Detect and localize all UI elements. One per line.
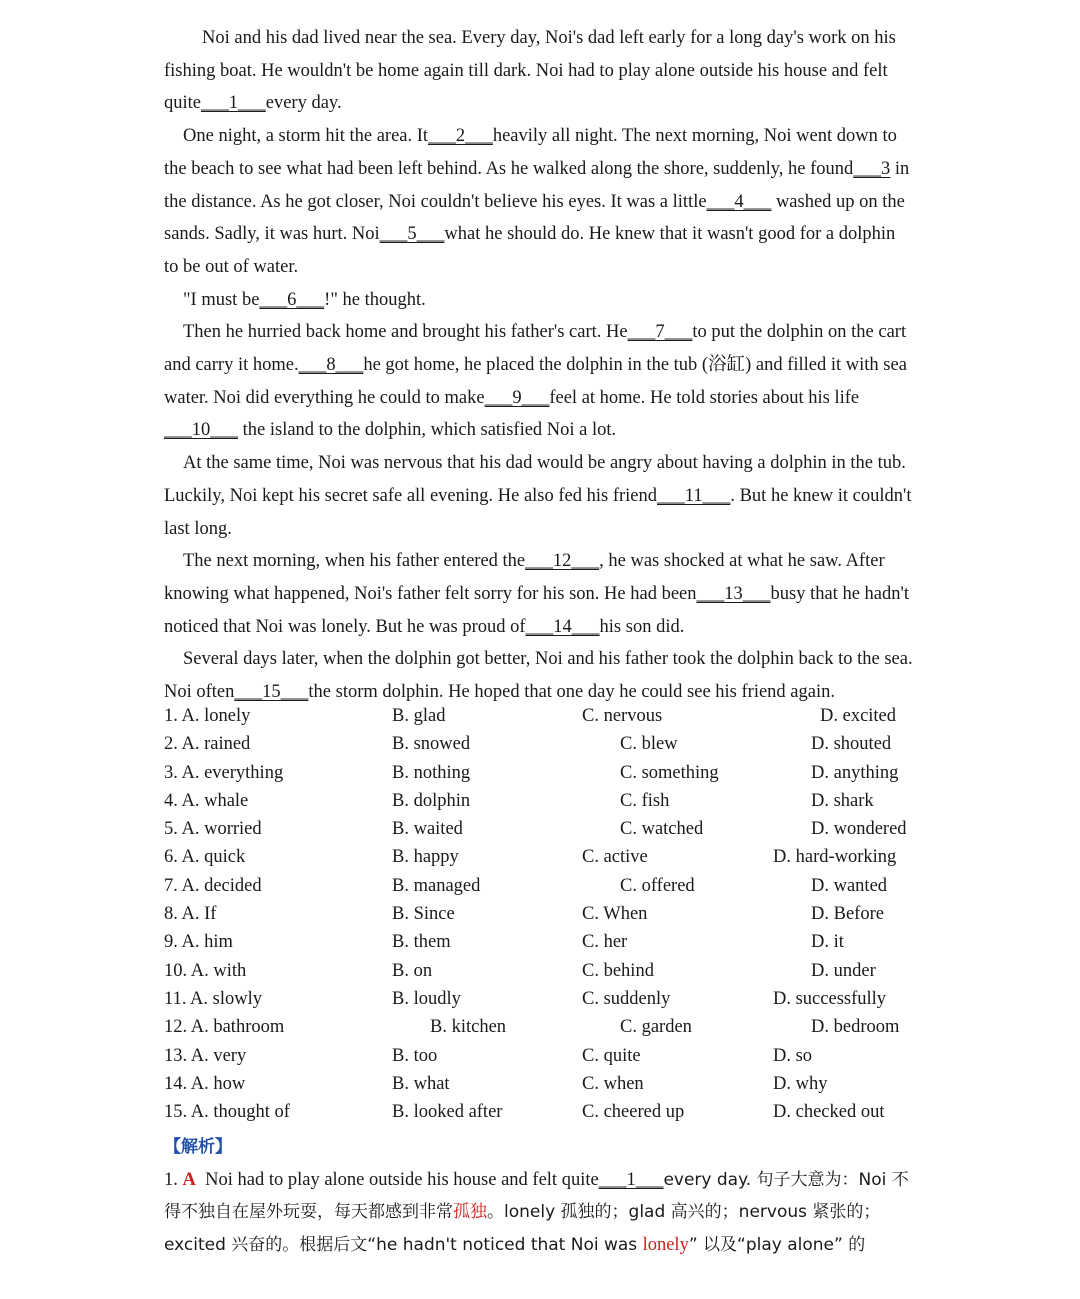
text: . But he knew it couldn't last long. [164,485,912,539]
option-row-12 [164,1013,924,1041]
text: washed up on the sands. Sadly, it was hurt. Noi [164,191,905,245]
option-row-2 [164,730,924,758]
option-b: B. too [392,1045,438,1066]
option-c: C. fish [620,790,670,811]
text: the island to the dolphin, which satisfied Noi a lot. [242,420,617,441]
option-b: B. Since [392,904,455,925]
text: Then he hurried back home and brought his father's cart. He [183,322,628,343]
option-row-10 [164,957,924,985]
text: !" he thought. [324,289,426,310]
option-b: B. managed [392,875,481,896]
option-a: 9. A. him [164,932,233,953]
option-row-7 [164,872,924,900]
option-a: 15. A. thought of [164,1102,290,1123]
option-d: D. hard-working [773,847,897,868]
option-d: D. wondered [811,819,907,840]
option-c: C. garden [620,1017,692,1038]
option-row-15 [164,1098,924,1126]
paragraph-4 [164,316,914,447]
option-b: B. nothing [392,762,471,783]
option-d: D. it [811,932,844,953]
highlight: lonely [642,1235,689,1256]
paragraph-1 [164,22,914,120]
text: in the distance. As he got closer, Noi couldn't believe his eyes. It was a little [164,158,910,212]
option-d: D. why [773,1073,828,1094]
text: what he should do. He knew that it wasn't good for a dolphin to be out of water. [164,224,896,277]
blank-11: ___11___ [657,485,731,506]
paragraph-7 [164,643,914,708]
text: his son did. [599,616,685,637]
option-c: C. when [582,1073,644,1094]
analysis-section [164,1131,924,1262]
option-a: 13. A. very [164,1045,247,1066]
blank-6: ___6___ [259,289,325,310]
option-c: C. nervous [582,706,663,726]
text: he got home, he placed the dolphin in the tub (浴缸) and filled it with sea water. Noi did everything he could to make [164,355,907,408]
option-b: B. on [392,960,433,981]
option-b: B. glad [392,706,446,726]
option-a: 6. A. quick [164,847,246,868]
option-d: D. checked out [773,1102,885,1123]
paragraph-2 [164,120,914,284]
option-c: C. cheered up [582,1102,685,1123]
blank-2: ___2___ [428,126,493,147]
answer-letter: A [182,1169,196,1190]
option-b: B. them [392,932,451,953]
option-d: D. so [773,1045,813,1066]
text: The next morning, when his father entered the [183,551,526,572]
highlight: 孤独 [453,1202,487,1223]
option-a: 1. A. lonely [164,706,251,726]
analysis-heading: 【解析】 [164,1137,232,1157]
blank-3: ___3 [853,158,891,179]
option-a: 12. A. bathroom [164,1017,285,1038]
option-d: D. bedroom [811,1017,900,1038]
option-c: C. suddenly [582,988,671,1009]
option-row-8 [164,900,924,928]
text: every day. 句子大意为：Noi 不得不独自在屋外玩耍，每天都感到非常 [164,1169,909,1223]
option-d: D. excited [820,706,897,726]
blank-15: ___15___ [234,682,309,703]
analysis-item-1 [164,1164,924,1262]
paragraph-5 [164,447,914,545]
text: Noi had to play alone outside his house and felt quite [205,1169,599,1190]
option-c: C. her [582,932,628,953]
paragraph-6 [164,545,914,643]
option-d: D. successfully [773,988,887,1009]
text: "I must be [183,289,260,310]
option-b: B. what [392,1073,450,1094]
option-a: 10. A. with [164,960,247,981]
blank-9: ___9___ [484,387,550,408]
option-d: D. shark [811,790,874,811]
option-c: C. watched [620,819,704,840]
option-b: B. waited [392,819,463,840]
cloze-passage [164,22,914,709]
text: Noi and his dad lived near the sea. Every day, Noi's dad left early for a long day's work on his fishing boat. He wouldn't be home again till dark. Noi had to play alone outside his house and felt quite [164,28,896,114]
text: 。lonely 孤独的；glad 高兴的；nervous 紧张的；excited 兴奋的。根据后文“he hadn't noticed that Noi was [164,1202,881,1256]
option-a: 8. A. If [164,904,217,925]
text: feel at home. He told stories about his life [549,387,860,408]
option-b: B. kitchen [430,1017,507,1038]
option-d: D. anything [811,762,899,783]
option-c: C. offered [620,875,695,896]
text: every day. [265,93,342,114]
option-row-11 [164,985,924,1013]
text: to put the dolphin on the cart and carry it home. [164,322,907,376]
text: the storm dolphin. He hoped that one day he could see his friend again. [308,682,835,703]
option-d: D. under [811,960,876,981]
option-c: C. active [582,847,648,868]
option-a: 7. A. decided [164,875,262,896]
option-d: D. Before [811,904,884,925]
blank-13: ___13___ [696,583,771,604]
option-d: D. wanted [811,875,888,896]
option-b: B. snowed [392,734,471,755]
text: heavily all night. The next morning, Noi went down to the beach to see what had been left behind. As he walked along the shore, suddenly, he found [164,126,897,179]
option-c: C. quite [582,1045,641,1066]
option-row-1 [164,702,924,730]
option-b: B. looked after [392,1102,503,1123]
blank-14: ___14___ [525,616,600,637]
blank-8: ___8___ [298,355,364,376]
text: ” 以及“play alone” 的 [688,1235,866,1256]
option-a: 5. A. worried [164,819,262,840]
option-row-4 [164,787,924,815]
text: One night, a storm hit the area. It [183,126,429,147]
option-a: 11. A. slowly [164,988,262,1009]
blank-4: ___4___ [706,191,772,212]
blank-5: ___5___ [379,224,445,245]
option-row-14 [164,1070,924,1098]
text: busy that he hadn't noticed that Noi was lonely. But he was proud of [164,583,909,637]
option-c: C. When [582,904,648,925]
option-b: B. dolphin [392,790,471,811]
option-row-5 [164,815,924,843]
option-a: 14. A. how [164,1073,246,1094]
option-row-6 [164,843,924,871]
option-a: 3. A. everything [164,762,284,783]
text: , he was shocked at what he saw. After knowing what happened, Noi's father felt sorry for his son. He had been [164,551,885,604]
option-c: C. blew [620,734,678,755]
option-c: C. something [620,762,719,783]
option-c: C. behind [582,960,654,981]
option-d: D. shouted [811,734,892,755]
blank-12: ___12___ [525,551,600,572]
option-b: B. happy [392,847,459,868]
option-a: 4. A. whale [164,790,249,811]
blank-1: ___1___ [201,93,266,114]
option-row-9 [164,928,924,956]
blank-1: ___1___ [598,1169,664,1190]
question-number: 1. [164,1169,178,1190]
text: At the same time, Noi was nervous that his dad would be angry about having a dolphin in the tub. Luckily, Noi kept his secret safe all evening. He also fed his friend [164,453,906,506]
text: Several days later, when the dolphin got better, Noi and his father took the dolphin back to the sea. Noi often [164,649,913,703]
blank-10: ___10___ [164,420,238,441]
option-row-13 [164,1042,924,1070]
answer-options [164,702,924,1126]
paragraph-3 [164,284,914,317]
blank-7: ___7___ [627,322,693,343]
option-row-3 [164,759,924,787]
option-a: 2. A. rained [164,734,251,755]
option-b: B. loudly [392,988,461,1009]
